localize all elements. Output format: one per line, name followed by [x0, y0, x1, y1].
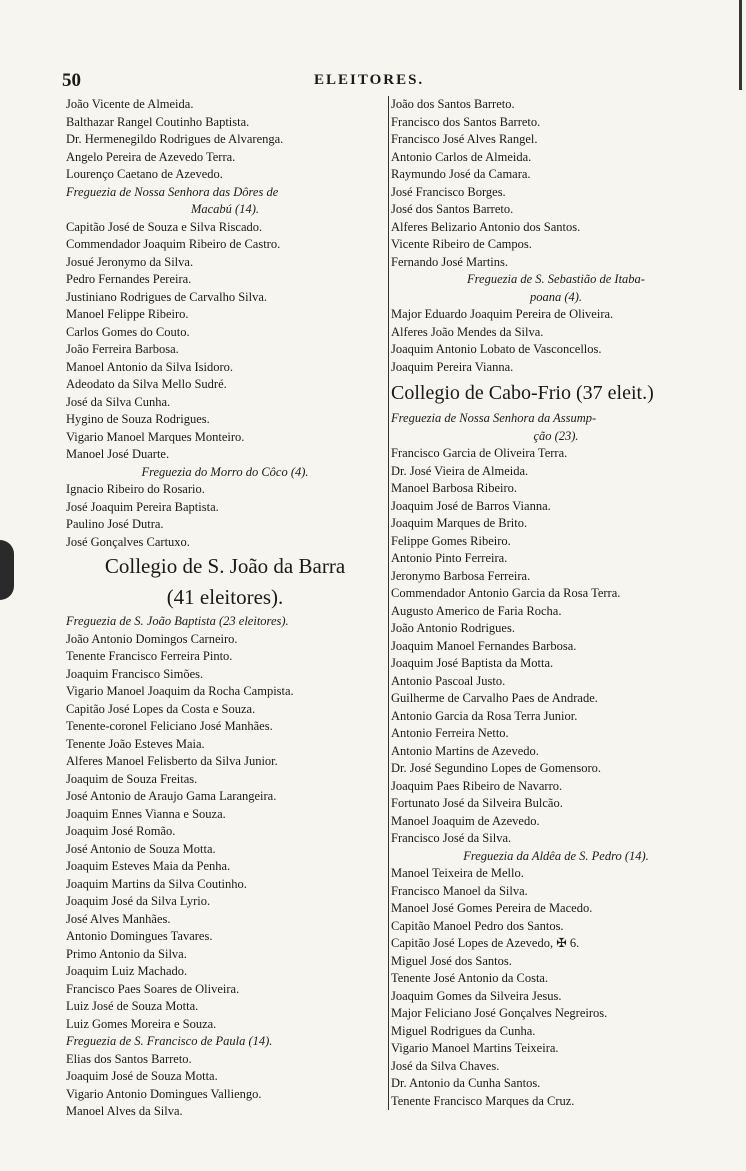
elector-entry: Miguel Rodrigues da Cunha. — [391, 1023, 536, 1038]
left-column — [66, 96, 384, 1121]
college-heading: (41 eleitores). — [166, 585, 284, 609]
elector-entry: Jeronymo Barbosa Ferreira. — [391, 568, 531, 583]
elector-entry: José Antonio de Araujo Gama Larangeira. — [66, 789, 277, 803]
elector-entry: Joaquim Manoel Fernandes Barbosa. — [391, 638, 577, 653]
elector-entry: Alferes Belizario Antonio dos Santos. — [391, 219, 581, 234]
elector-entry: Justiniano Rodrigues de Carvalho Silva. — [66, 289, 268, 304]
elector-entry: José Alves Manhães. — [66, 911, 171, 926]
elector-entry: Joaquim José de Souza Motta. — [66, 1069, 218, 1083]
elector-entry: Tenente-coronel Feliciano José Manhães. — [66, 719, 273, 733]
elector-entry: Antonio Martins de Azevedo. — [391, 743, 539, 758]
parish-heading: Freguezia de Nossa Senhora das Dôres de — [66, 184, 279, 199]
elector-entry: Tenente José Antonio da Costa. — [391, 971, 549, 985]
elector-entry: Antonio Pinto Ferreira. — [391, 551, 508, 565]
elector-entry: Joaquim Francisco Simões. — [66, 666, 204, 681]
elector-entry: Joaquim Martins da Silva Coutinho. — [66, 876, 247, 891]
running-title: ELEITORES. — [314, 72, 425, 88]
college-heading: Collegio de Cabo-Frio (37 eleit.) — [391, 382, 654, 404]
elector-entry: Vigario Manoel Marques Monteiro. — [66, 429, 245, 444]
elector-entry: Manoel José Duarte. — [66, 447, 170, 461]
elector-entry: José Francisco Borges. — [391, 184, 506, 199]
elector-entry: Tenente Francisco Ferreira Pinto. — [66, 649, 233, 663]
elector-entry: Capitão Manoel Pedro dos Santos. — [391, 918, 564, 933]
elector-entry: Vigario Manoel Martins Teixeira. — [391, 1041, 559, 1055]
elector-entry: Francisco Manoel da Silva. — [391, 883, 528, 898]
parish-heading: Freguezia de Nossa Senhora da Assump- — [391, 411, 597, 425]
elector-entry: Capitão José Lopes de Azevedo, ✠ 6. — [391, 936, 580, 950]
elector-entry: Major Eduardo Joaquim Pereira de Oliveira. — [391, 307, 614, 321]
elector-entry: Pedro Fernandes Pereira. — [66, 272, 192, 286]
elector-entry: Francisco Garcia de Oliveira Terra. — [391, 446, 568, 460]
parish-heading: Freguezia de S. Sebastião de Itaba- — [467, 272, 645, 286]
elector-entry: Manoel Antonio da Silva Isidoro. — [66, 359, 233, 374]
elector-entry: Manoel Teixeira de Mello. — [391, 866, 524, 880]
elector-entry: Fernando José Martins. — [391, 254, 508, 269]
elector-entry: Fortunato José da Silveira Bulcão. — [391, 796, 563, 810]
elector-entry: Antonio Garcia da Rosa Terra Junior. — [391, 708, 578, 723]
elector-entry: José da Silva Chaves. — [391, 1058, 500, 1073]
elector-entry: Tenente Francisco Marques da Cruz. — [391, 1093, 575, 1108]
elector-entry: Manoel Alves da Silva. — [66, 1104, 183, 1118]
elector-entry: Joaquim José de Barros Vianna. — [391, 498, 551, 513]
elector-entry: Commendador Joaquim Ribeiro de Castro. — [66, 237, 281, 251]
elector-entry: Joaquim José Romão. — [66, 824, 176, 838]
parish-heading: poana (4). — [529, 289, 583, 304]
elector-entry: Joaquim Antonio Lobato de Vasconcellos. — [391, 342, 602, 356]
elector-entry: Felippe Gomes Ribeiro. — [391, 533, 511, 548]
elector-entry: Joaquim José Baptista da Motta. — [391, 656, 554, 670]
elector-entry: José Joaquim Pereira Baptista. — [66, 499, 219, 514]
elector-entry: Raymundo José da Camara. — [391, 167, 531, 181]
elector-entry: Francisco José Alves Rangel. — [391, 132, 538, 146]
elector-entry: Vicente Ribeiro de Campos. — [391, 237, 532, 251]
elector-entry: Dr. Antonio da Cunha Santos. — [391, 1076, 541, 1090]
elector-entry: Alferes João Mendes da Silva. — [391, 324, 544, 339]
elector-entry: João Antonio Rodrigues. — [391, 621, 515, 635]
elector-entry: Francisco dos Santos Barreto. — [391, 114, 541, 129]
elector-entry: Primo Antonio da Silva. — [66, 946, 187, 961]
elector-entry: Lourenço Caetano de Azevedo. — [66, 167, 223, 181]
elector-entry: Joaquim Gomes da Silveira Jesus. — [391, 988, 562, 1003]
elector-entry: Capitão José Lopes da Costa e Souza. — [66, 701, 256, 716]
elector-entry: Manoel Joaquim de Azevedo. — [391, 813, 540, 828]
elector-entry: Vigario Manoel Joaquim da Rocha Campista. — [66, 684, 294, 698]
elector-entry: Manoel Felippe Ribeiro. — [66, 307, 189, 321]
elector-entry: Capitão José de Souza e Silva Riscado. — [66, 219, 263, 234]
elector-entry: Commendador Antonio Garcia da Rosa Terra. — [391, 586, 621, 600]
elector-entry: Luiz José de Souza Motta. — [66, 999, 199, 1013]
elector-entry: Joaquim Luiz Machado. — [66, 964, 188, 978]
elector-entry: Dr. José Segundino Lopes de Gomensoro. — [391, 761, 602, 775]
elector-entry: Antonio Domingues Tavares. — [66, 929, 213, 943]
elector-entry: José da Silva Cunha. — [66, 394, 171, 409]
elector-entry: Major Feliciano José Gonçalves Negreiros. — [391, 1006, 608, 1020]
elector-entry: Manoel José Gomes Pereira de Macedo. — [391, 901, 593, 915]
elector-entry: Antonio Ferreira Netto. — [391, 726, 509, 740]
elector-entry: Adeodato da Silva Mello Sudré. — [66, 377, 227, 391]
elector-entry: João Ferreira Barbosa. — [66, 342, 179, 356]
elector-entry: Ignacio Ribeiro do Rosario. — [66, 482, 205, 496]
elector-entry: Antonio Carlos de Almeida. — [391, 149, 532, 164]
elector-entry: Joaquim Pereira Vianna. — [391, 359, 514, 374]
parish-heading: Freguezia da Aldêa de S. Pedro (14). — [463, 848, 649, 863]
elector-entry: Joaquim de Souza Freitas. — [66, 771, 198, 786]
elector-entry: Elias dos Santos Barreto. — [66, 1051, 192, 1066]
elector-entry: Guilherme de Carvalho Paes de Andrade. — [391, 691, 598, 705]
parish-heading: ção (23). — [533, 428, 579, 443]
elector-entry: Miguel José dos Santos. — [391, 953, 512, 968]
parish-heading: Freguezia de S. João Baptista (23 eleitores). — [66, 614, 289, 628]
elector-entry: Hygino de Souza Rodrigues. — [66, 412, 210, 426]
page-edge-mark — [0, 540, 14, 600]
elector-entry: Balthazar Rangel Coutinho Baptista. — [66, 114, 250, 129]
elector-entry: Josué Jeronymo da Silva. — [66, 254, 194, 269]
elector-entry: Tenente João Esteves Maia. — [66, 736, 205, 751]
elector-entry: Alferes Manoel Felisberto da Silva Junior. — [66, 754, 278, 768]
elector-entry: Luiz Gomes Moreira e Souza. — [66, 1016, 217, 1031]
elector-entry: João Vicente de Almeida. — [66, 97, 194, 111]
elector-entry: Augusto Americo de Faria Rocha. — [391, 603, 562, 618]
right-column — [388, 96, 721, 1110]
elector-entry: José dos Santos Barreto. — [391, 202, 514, 216]
elector-entry: Dr. José Vieira de Almeida. — [391, 463, 529, 478]
elector-entry: Manoel Barbosa Ribeiro. — [391, 481, 518, 495]
elector-entry: Carlos Gomes do Couto. — [66, 324, 190, 339]
parish-heading: Macabú (14). — [190, 202, 260, 216]
elector-entry: João Antonio Domingos Carneiro. — [66, 631, 238, 646]
elector-entry: João dos Santos Barreto. — [391, 97, 515, 111]
elector-entry: Joaquim José da Silva Lyrio. — [66, 894, 211, 908]
elector-entry: Paulino José Dutra. — [66, 517, 164, 531]
elector-entry: José Gonçalves Cartuxo. — [66, 534, 190, 549]
elector-entry: Angelo Pereira de Azevedo Terra. — [66, 149, 236, 164]
elector-entry: Francisco José da Silva. — [391, 831, 512, 845]
elector-entry: Joaquim Esteves Maia da Penha. — [66, 859, 231, 873]
page-number: 50 — [62, 70, 81, 91]
college-heading: Collegio de S. João da Barra — [104, 554, 346, 578]
elector-entry: Dr. Hermenegildo Rodrigues de Alvarenga. — [66, 132, 284, 146]
elector-entry: Antonio Pascoal Justo. — [391, 673, 506, 688]
elector-entry: Joaquim Paes Ribeiro de Navarro. — [391, 778, 563, 793]
elector-entry: Joaquim Ennes Vianna e Souza. — [66, 806, 226, 821]
page-edge-line — [739, 0, 742, 90]
parish-heading: Freguezia do Morro do Côco (4). — [141, 464, 309, 479]
elector-entry: Francisco Paes Soares de Oliveira. — [66, 981, 240, 996]
parish-heading: Freguezia de S. Francisco de Paula (14). — [66, 1034, 273, 1048]
elector-entry: Joaquim Marques de Brito. — [391, 516, 528, 530]
elector-entry: Vigario Antonio Domingues Valliengo. — [66, 1086, 262, 1101]
elector-entry: José Antonio de Souza Motta. — [66, 841, 216, 856]
